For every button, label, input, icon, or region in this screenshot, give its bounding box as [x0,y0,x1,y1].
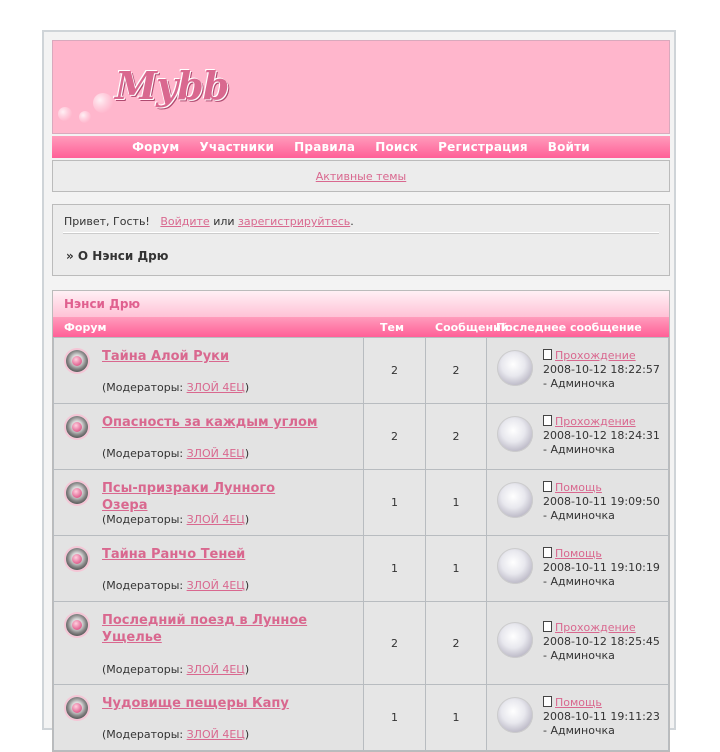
last-post-author: - Админочка [543,724,615,737]
forum-title-link[interactable]: Опасность за каждым углом [102,415,318,430]
forum-status-icon [66,482,88,504]
post-count: 2 [426,602,487,685]
forum-cell [54,338,364,404]
document-icon [543,415,552,426]
moderators-suffix: ) [244,513,250,526]
forum-moderators [102,513,249,526]
sub-navbar [52,160,670,192]
bubble-decoration [79,111,91,123]
nav-search[interactable]: Поиск [375,140,419,154]
nav-forum[interactable]: Форум [132,140,180,154]
topic-count: 1 [364,536,426,602]
forum-row [54,602,669,685]
forum-status-icon [66,350,88,372]
forum-moderators [102,663,249,676]
document-icon [543,621,552,632]
topic-count: 2 [364,338,426,404]
forum-cell [54,470,364,536]
post-count: 1 [426,470,487,536]
login-link[interactable]: Войдите [160,215,210,228]
header-banner [52,40,670,134]
moderators-prefix: (Модераторы: [102,447,187,460]
forum-cell [54,404,364,470]
category-title: Нэнси Дрю [53,291,669,317]
last-post-info [543,349,660,391]
moderator-link[interactable]: ЗЛОЙ 4ЕЦ [186,381,245,394]
user-avatar[interactable] [497,697,533,733]
last-post-cell [487,338,669,404]
forum-row [54,404,669,470]
last-post-date: 2008-10-12 18:22:57 [543,363,660,376]
forum-category [52,290,670,752]
welcome-divider [63,232,659,234]
forum-status-icon [66,548,88,570]
col-posts: Сообщений [435,321,509,334]
last-post-author: - Админочка [543,377,615,390]
nav-members[interactable]: Участники [199,140,275,154]
col-last-post: Последнее сообщение [496,321,642,334]
forum-row [54,536,669,602]
last-topic-link[interactable]: Помощь [555,481,602,494]
moderator-link[interactable]: ЗЛОЙ 4ЕЦ [186,447,245,460]
forum-cell [54,602,364,685]
document-icon [543,481,552,492]
post-count: 1 [426,536,487,602]
forum-moderators [102,728,249,741]
moderators-prefix: (Модераторы: [102,579,187,592]
last-topic-link[interactable]: Помощь [555,696,602,709]
last-post-info [543,696,660,738]
last-topic-link[interactable]: Прохождение [555,415,636,428]
forum-table [53,337,669,751]
moderator-link[interactable]: ЗЛОЙ 4ЕЦ [186,513,245,526]
nav-register[interactable]: Регистрация [438,140,528,154]
topic-count: 2 [364,404,426,470]
moderators-prefix: (Модераторы: [102,728,187,741]
last-post-cell [487,536,669,602]
moderators-suffix: ) [244,579,250,592]
last-post-date: 2008-10-12 18:25:45 [543,635,660,648]
last-post-author: - Админочка [543,649,615,662]
last-post-info [543,481,660,523]
breadcrumb: » О Нэнси Дрю [66,249,169,263]
last-post-cell [487,602,669,685]
forum-status-icon [66,614,88,636]
moderators-prefix: (Модераторы: [102,381,187,394]
user-avatar[interactable] [497,482,533,518]
forum-title-link[interactable]: Последний поезд в Лунное Ущелье [102,613,308,645]
last-topic-link[interactable]: Прохождение [555,621,636,634]
last-post-author: - Админочка [543,575,615,588]
register-link[interactable]: зарегистрируйтесь [238,215,351,228]
user-avatar[interactable] [497,622,533,658]
user-avatar[interactable] [497,350,533,386]
last-post-cell [487,404,669,470]
bubble-decoration [58,107,72,121]
last-post-info [543,621,660,663]
last-post-cell [487,685,669,751]
forum-row [54,470,669,536]
forum-title-link[interactable]: Тайна Ранчо Теней [102,547,246,562]
post-count: 2 [426,404,487,470]
nav-rules[interactable]: Правила [294,140,356,154]
topic-count: 1 [364,685,426,751]
period-text: . [350,215,354,228]
forum-row [54,685,669,751]
main-navbar [52,136,670,158]
document-icon [543,547,552,558]
moderators-suffix: ) [244,663,250,676]
site-logo[interactable]: Mybb [115,63,229,108]
moderators-suffix: ) [244,447,250,460]
post-count: 2 [426,338,487,404]
moderators-suffix: ) [244,728,250,741]
moderator-link[interactable]: ЗЛОЙ 4ЕЦ [186,663,245,676]
moderators-prefix: (Модераторы: [102,663,187,676]
document-icon [543,696,552,707]
last-post-info [543,547,660,589]
forum-moderators [102,381,249,394]
moderators-suffix: ) [244,381,250,394]
nav-login[interactable]: Войти [547,140,590,154]
forum-title-link[interactable]: Чудовище пещеры Капу [102,696,289,711]
topic-count: 2 [364,602,426,685]
last-post-date: 2008-10-11 19:11:23 [543,710,660,723]
forum-status-icon [66,697,88,719]
last-post-cell [487,470,669,536]
last-post-info [543,415,660,457]
document-icon [543,349,552,360]
topic-count: 1 [364,470,426,536]
last-post-author: - Админочка [543,443,615,456]
forum-title-link[interactable]: Псы-призраки Лунного Озера [102,481,276,513]
forum-row [54,338,669,404]
forum-moderators [102,579,249,592]
last-post-date: 2008-10-11 19:09:50 [543,495,660,508]
last-post-date: 2008-10-12 18:24:31 [543,429,660,442]
bubble-decoration [93,93,113,113]
last-post-date: 2008-10-11 19:10:19 [543,561,660,574]
moderators-prefix: (Модераторы: [102,513,187,526]
greeting-text: Привет, Гость! [64,215,150,228]
last-post-author: - Админочка [543,509,615,522]
forum-cell [54,536,364,602]
col-forum: Форум [64,321,107,334]
user-avatar[interactable] [497,548,533,584]
forum-title-link[interactable]: Тайна Алой Руки [102,349,230,364]
welcome-box [52,204,670,276]
col-topics: Тем [380,321,404,334]
page-frame [42,30,676,741]
forum-moderators [102,447,249,460]
welcome-greeting [64,215,354,228]
moderator-link[interactable]: ЗЛОЙ 4ЕЦ [186,728,245,741]
page-inner [52,40,670,752]
forum-status-icon [66,416,88,438]
or-text: или [213,215,235,228]
category-header [53,317,669,337]
moderator-link[interactable]: ЗЛОЙ 4ЕЦ [186,579,245,592]
active-topics-link[interactable]: Активные темы [315,169,407,183]
post-count: 1 [426,685,487,751]
last-topic-link[interactable]: Прохождение [555,349,636,362]
last-topic-link[interactable]: Помощь [555,547,602,560]
user-avatar[interactable] [497,416,533,452]
forum-cell [54,685,364,751]
